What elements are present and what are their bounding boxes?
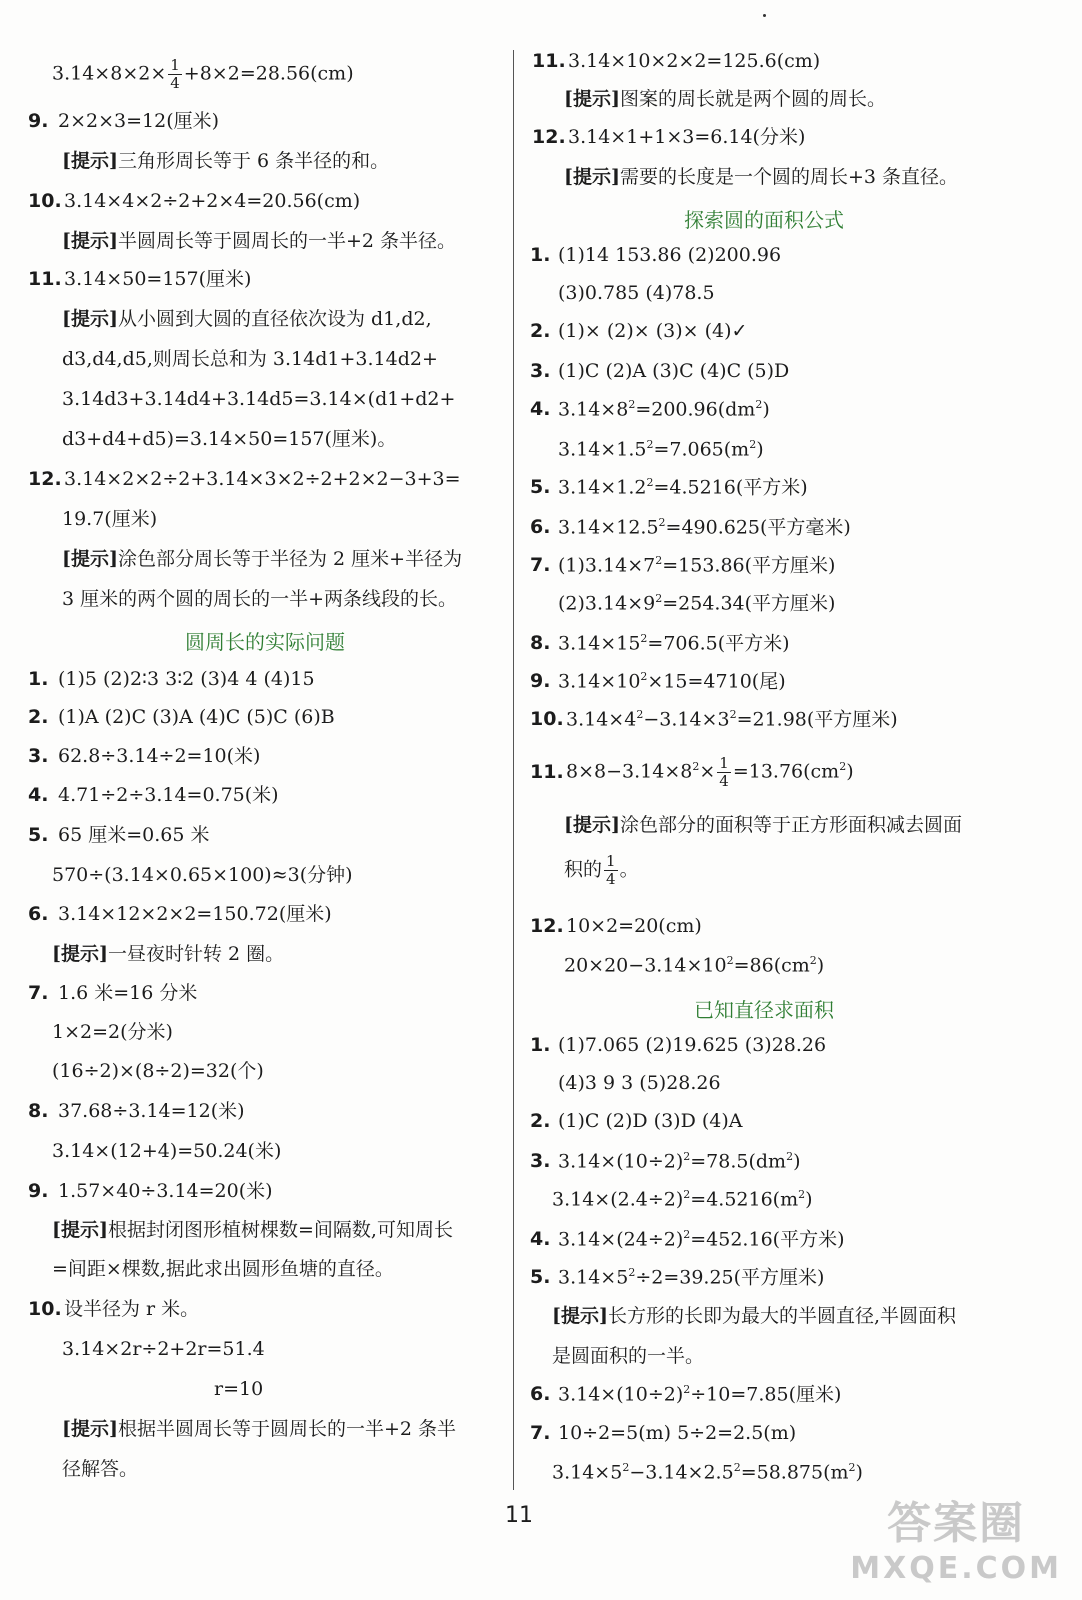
item-number: 7. [530,554,551,577]
answer-text: 3.14×1.2 [558,476,647,499]
answer-line [552,1188,813,1211]
answer-text: =78.5(dm [690,1150,787,1173]
hint-tag: [提示] [564,814,620,836]
answer-text: =490.625(平方毫米) [665,516,851,539]
item-number: 10. [530,708,564,731]
numerator: 1 [606,852,616,870]
answer-text: 10÷2=5(m) 5÷2=2.5(m) [558,1422,797,1444]
formula-text: +8×2=28.56(cm) [183,62,354,85]
watermark-logo [850,1487,1062,1586]
item-number: 4. [530,398,551,421]
hint [62,308,432,331]
answer-text: 4.71÷2÷3.14=0.75(米) [58,784,279,806]
answer-item [530,476,808,499]
item-number: 3. [530,360,551,382]
item-number: 5. [530,1266,551,1289]
hint-tag: [提示] [62,150,118,172]
answer-text: =86(cm [733,954,810,977]
answer-text: =4.5216(m [690,1188,799,1211]
answer-item [28,1100,245,1123]
answer-item [28,110,219,133]
item-number: 11. [530,760,564,783]
hint-tag: [提示] [62,230,118,252]
hint-tag: [提示] [564,88,620,110]
hint [52,1219,453,1242]
answer-text: (1)C (2)D (3)D (4)A [558,1110,743,1132]
exponent: 2 [749,438,757,451]
answer-text: ) [805,1188,813,1211]
answer-text: 2×2×3=12(厘米) [58,110,220,132]
answer-text: 1.6 米=16 分米 [58,982,198,1004]
hint-tag: [提示] [52,943,108,965]
hint-tag: [提示] [62,548,118,570]
hint-text: 径解答。 [62,1458,139,1480]
answer-line [52,58,354,91]
exponent: 2 [692,760,700,774]
answer-item [530,756,854,789]
numerator: 1 [719,754,729,772]
answer-text: 3.14×10 [558,670,641,693]
answer-text: 19.7(厘米) [62,508,158,530]
exponent: 2 [628,1266,636,1279]
answer-text: (1)7.065 (2)19.625 (3)28.26 [558,1034,827,1056]
answer-item [530,360,789,383]
hint-text: 图案的周长就是两个圆的周长。 [619,88,886,110]
hint [62,1418,456,1441]
answer-item [28,903,332,926]
item-number: 2. [530,1110,551,1132]
answer-text: =58.875(m [740,1461,849,1484]
hint-text: 一昼夜时针转 2 圈。 [107,943,285,965]
item-number: 1. [530,244,551,266]
item-number: 12. [532,126,566,148]
answer-text: 3.14×(12+4)=50.24(米) [52,1140,282,1162]
answer-text: ×15=4710(尾) [647,670,786,693]
answer-text: (1)× (2)× (3)× (4)✓ [558,320,748,342]
answer-text: =153.86(平方厘米) [662,554,836,577]
hint [564,814,962,837]
answer-item [530,516,851,539]
page-speck [763,14,766,17]
answer-item [530,1110,743,1133]
answer-line [552,1461,863,1484]
hint-text: 根据封闭图形植树棵数=间隔数,可知周长 [107,1219,453,1241]
answer-text: =452.16(平方米) [690,1228,845,1251]
exponent: 2 [640,632,648,645]
item-number: 12. [530,915,564,937]
answer-text: =21.98(平方厘米) [736,708,898,731]
answer-item [28,824,209,847]
answer-text: ÷2=39.25(平方厘米) [635,1266,825,1289]
answer-item [28,1180,273,1203]
answer-line [564,954,824,977]
exponent: 2 [839,760,847,774]
exponent: 2 [622,1461,630,1474]
hint-text: d3+d4+d5)=3.14×50=157(厘米)。 [62,428,397,450]
answer-item [530,554,835,577]
hint [564,166,958,189]
item-number: 6. [530,1383,551,1406]
answer-item [28,468,461,491]
answer-item [530,1034,826,1057]
answer-text: (1)C (2)A (3)C (4)C (5)D [558,360,790,382]
exponent: 2 [646,438,654,451]
hint-text: 积的 [564,858,603,881]
item-number: 2. [28,706,49,728]
exponent: 2 [786,1150,794,1163]
item-number: 2. [530,320,551,342]
exponent: 2 [683,1188,691,1201]
item-number: 8. [530,632,551,655]
answer-text: 10×2=20(cm) [566,915,702,937]
exponent: 2 [798,1188,806,1201]
answer-text: ) [793,1150,801,1173]
item-number: 5. [28,824,49,846]
hint-tag: [提示] [552,1305,608,1327]
exponent: 2 [655,554,663,567]
hint-text: 从小圆到大圆的直径依次设为 d1,d2, [117,308,432,330]
answer-text: (16÷2)×(8÷2)=32(个) [52,1060,264,1082]
hint [552,1305,956,1328]
hint [62,150,389,173]
hint-text: d3,d4,d5,则周长总和为 3.14d1+3.14d2+ [62,348,438,370]
answer-text: 1.57×40÷3.14=20(米) [58,1180,273,1202]
hint-tag: [提示] [62,1418,118,1440]
hint-text: 涂色部分周长等于半径为 2 厘米+半径为 [117,548,463,570]
answer-text: (1)3.14×7 [558,554,656,577]
exponent: 2 [683,1150,691,1163]
answer-text: 3.14×8 [558,398,629,421]
hint-text: 半圆周长等于圆周长的一半+2 条半径。 [117,230,457,252]
answer-text: ÷10=7.85(厘米) [690,1383,842,1406]
hint-text: 需要的长度是一个圆的周长+3 条直径。 [619,166,959,188]
watermark-url: MXQE.COM [850,1551,1062,1586]
section-heading: 探索圆的面积公式 [684,208,844,232]
answer-item [530,1422,796,1445]
answer-item [28,982,197,1005]
exponent: 2 [646,476,654,489]
hint-line [564,854,639,887]
item-number: 4. [530,1228,551,1251]
answer-text: 3.14×4 [566,708,637,731]
fraction [604,854,618,887]
item-number: 9. [28,1180,49,1202]
answer-text: (1)A (2)C (3)A (4)C (5)C (6)B [58,706,335,728]
item-number: 1. [28,668,49,690]
exponent: 2 [683,1383,691,1396]
answer-item [530,1266,824,1289]
hint-text: 3 厘米的两个圆的周长的一半+两条线段的长。 [62,588,458,610]
formula-text: 3.14×8×2× [52,62,167,85]
item-number: 11. [532,50,566,72]
hint-text: 是圆面积的一半。 [552,1345,705,1367]
exponent: 2 [658,516,666,529]
answer-item [530,1150,801,1173]
fraction [168,58,182,91]
answer-text: (3)0.785 (4)78.5 [558,282,715,304]
hint [564,88,886,111]
answer-text: =13.76(cm [732,760,840,783]
exponent: 2 [726,954,734,967]
answer-text: =4.5216(平方米) [653,476,808,499]
exponent: 2 [755,398,763,411]
page-number: 11 [505,1503,533,1528]
answer-text: 37.68÷3.14=12(米) [58,1100,245,1122]
answer-text: (4)3 9 3 (5)28.26 [558,1072,721,1094]
answer-text: 3.14×(10÷2) [558,1150,684,1173]
section-heading: 已知直径求面积 [694,998,834,1022]
answer-item [530,915,702,938]
answer-item [530,1383,841,1406]
exponent: 2 [733,1461,741,1474]
answer-text: −3.14×3 [643,708,730,731]
answer-text: ) [855,1461,863,1484]
hint [52,943,284,966]
answer-text: ) [762,398,770,421]
answer-text: ) [756,438,764,461]
numerator: 1 [170,56,180,74]
hint-text: 。 [619,858,639,881]
answer-text: 20×20−3.14×10 [564,954,727,977]
answer-text: ) [816,954,825,977]
answer-item [530,708,898,731]
exponent: 2 [729,708,737,721]
answer-text: 3.14×(24÷2) [558,1228,684,1251]
item-number: 3. [28,745,49,767]
hint-tag: [提示] [62,308,118,330]
answer-text: (1)14 153.86 (2)200.96 [558,244,782,266]
answer-text: 3.14×2×2÷2+3.14×3×2÷2+2×2−3+3= [64,468,461,490]
exponent: 2 [848,1461,856,1474]
exponent: 2 [809,954,817,967]
answer-text: 设半径为 r 米。 [64,1298,200,1320]
item-number: 1. [530,1034,551,1056]
denominator: 4 [606,870,616,888]
answer-item [28,745,260,768]
item-number: 4. [28,784,49,806]
hint-tag: [提示] [564,166,620,188]
answer-text: 1×2=2(分米) [52,1021,173,1043]
answer-item [530,632,790,655]
answer-text: 3.14×4×2÷2+2×4=20.56(cm) [64,190,361,212]
answer-text: −3.14×2.5 [629,1461,734,1484]
denominator: 4 [170,74,180,92]
hint [62,548,462,571]
exponent: 2 [636,708,644,721]
item-number: 10. [28,1298,62,1320]
answer-text: 62.8÷3.14÷2=10(米) [58,745,261,767]
hint-text: 3.14d3+3.14d4+3.14d5=3.14×(d1+d2+ [62,388,456,410]
answer-item [530,244,781,267]
hint-tag: [提示] [52,1219,108,1241]
item-number: 6. [530,516,551,539]
answer-text: 3.14×(2.4÷2) [552,1188,684,1211]
item-number: 7. [28,982,49,1004]
answer-text: 3.14×5 [558,1266,629,1289]
item-number: 12. [28,468,62,490]
answer-text: ) [846,760,854,783]
answer-text: 3.14×10×2×2=125.6(cm) [568,50,821,72]
item-number: 10. [28,190,62,212]
exponent: 2 [640,670,648,683]
answer-text: (2)3.14×9 [558,592,656,615]
answer-text: 3.14×5 [552,1461,623,1484]
answer-text: 3.14×15 [558,632,641,655]
item-number: 9. [28,110,49,132]
answer-item [530,320,747,343]
item-number: 7. [530,1422,551,1444]
answer-text: × [699,760,716,783]
answer-text: (1)5 (2)2∶3 3∶2 (3)4 4 (4)15 [58,668,315,690]
item-number: 11. [28,268,62,290]
equation-text: 3.14×2r÷2+2r=51.4 [62,1338,265,1360]
answer-text: 3.14×(10÷2) [558,1383,684,1406]
hint-text: 长方形的长即为最大的半圆直径,半圆面积 [607,1305,957,1327]
equation-text: r=10 [214,1378,264,1400]
answer-text: =200.96(dm [635,398,756,421]
exponent: 2 [683,1228,691,1241]
answer-item [28,784,279,807]
answer-text: 3.14×12.5 [558,516,659,539]
answer-item [530,1228,844,1251]
answer-text: 3.14×12×2×2=150.72(厘米) [58,903,332,925]
answer-text: =7.065(m [653,438,750,461]
section-heading: 圆周长的实际问题 [185,630,345,654]
answer-text: =706.5(平方米) [647,632,790,655]
answer-line [558,438,764,461]
answer-item [28,268,251,291]
answer-item [530,398,770,421]
answer-item [28,1298,199,1321]
answer-text: 570÷(3.14×0.65×100)≈3(分钟) [52,864,353,886]
answer-item [28,706,335,729]
answer-text: 65 厘米=0.65 米 [58,824,210,846]
hint-text: =间距×棵数,据此求出圆形鱼塘的直径。 [52,1258,394,1280]
hint-text: 三角形周长等于 6 条半径的和。 [117,150,390,172]
item-number: 3. [530,1150,551,1173]
answer-text: 3.14×50=157(厘米) [64,268,252,290]
denominator: 4 [719,772,729,790]
answer-text: 3.14×1+1×3=6.14(分米) [568,126,806,148]
answer-item [28,190,360,213]
answer-item [532,126,805,149]
watermark-title: 答案圈 [887,1498,1026,1549]
answer-text: 8×8−3.14×8 [566,760,693,783]
answer-item [530,670,786,693]
answer-text: 3.14×1.5 [558,438,647,461]
hint [62,230,456,253]
answer-item [28,668,315,691]
exponent: 2 [655,592,663,605]
item-number: 8. [28,1100,49,1122]
answer-text: =254.34(平方厘米) [662,592,836,615]
answer-line [558,592,835,615]
item-number: 6. [28,903,49,925]
exponent: 2 [628,398,636,411]
item-number: 9. [530,670,551,693]
hint-text: 涂色部分的面积等于正方形面积减去圆面 [619,814,962,836]
fraction [717,756,731,789]
answer-item [532,50,820,73]
item-number: 5. [530,476,551,499]
column-divider [513,50,514,1490]
hint-text: 根据半圆周长等于圆周长的一半+2 条半 [117,1418,457,1440]
